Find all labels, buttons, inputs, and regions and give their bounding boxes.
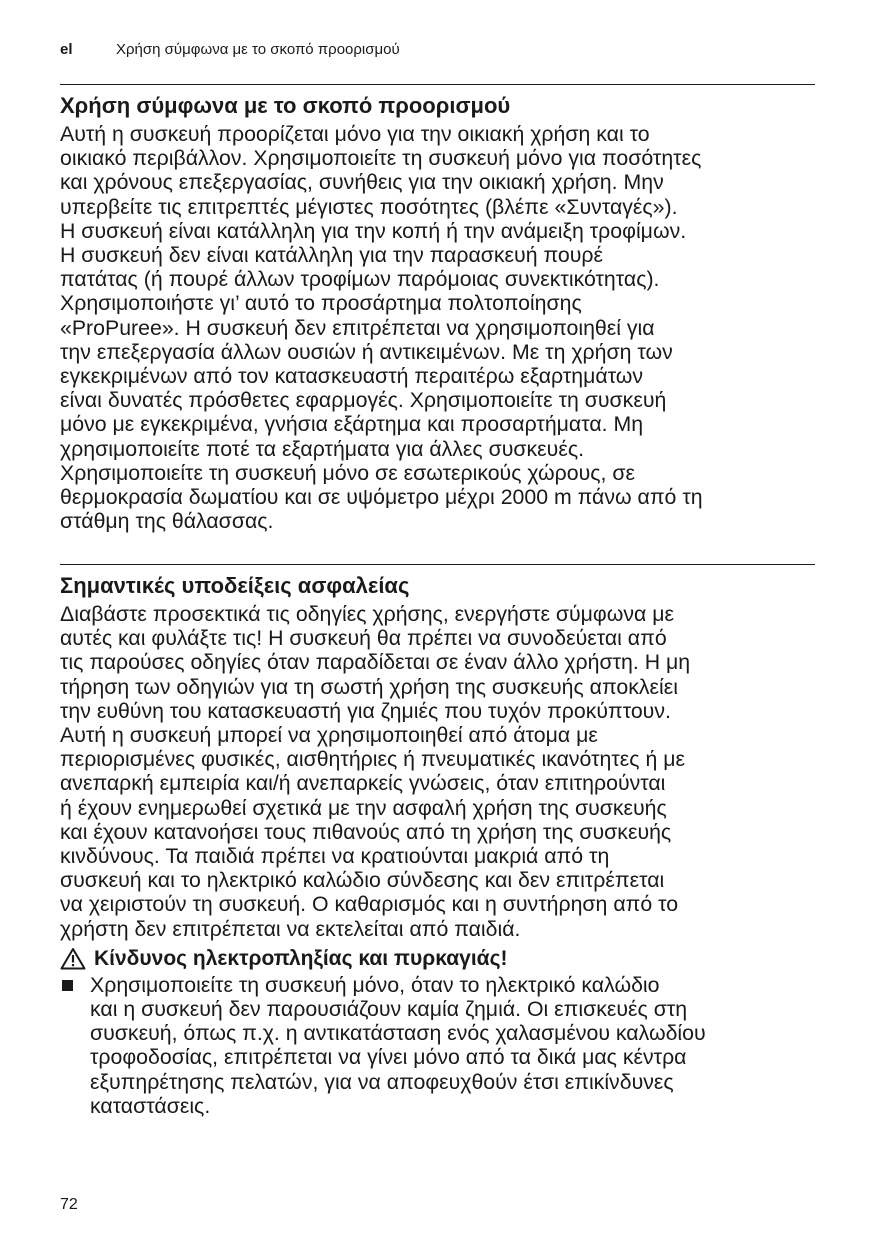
text-line: εξυπηρέτησης πελατών, για να αποφευχθούν έτσι επικίνδυνες (90, 1069, 674, 1094)
text-line: την ευθύνη του κατασκευαστή για ζημιές που τυχόν προκύπτουν. (60, 698, 671, 723)
text-line: είναι δυνατές πρόσθετες εφαρμογές. Χρησιμοποιείτε τη συσκευή (60, 388, 667, 413)
text-line: τροφοδοσίας, επιτρέπεται να γίνει μόνο από τα δικά μας κέντρα (90, 1045, 687, 1070)
text-line: οικιακό περιβάλλον. Χρησιμοποιείτε τη συσκευή μόνο για ποσότητες (60, 146, 702, 171)
section-intended-use (60, 92, 820, 533)
warning-heading (60, 947, 820, 971)
warning-triangle-icon (60, 947, 86, 970)
text-line: Η συσκευή δεν είναι κατάλληλη για την παρασκευή πουρέ (60, 243, 603, 268)
text-line: μόνο με εγκεκριμένα, γνήσια εξάρτημα και προσαρτήματα. Μη (60, 412, 644, 437)
text-line: Χρησιμοποιήστε γι’ αυτό το προσάρτημα πολτοποίησης (60, 291, 582, 316)
section-divider (60, 564, 815, 565)
text-line: καταστάσεις. (90, 1093, 211, 1118)
text-line: συσκευή και το ηλεκτρικό καλώδιο σύνδεσης και δεν επιτρέπεται (60, 868, 665, 893)
text-line: θερμοκρασία δωματίου και σε υψόμετρο μέχρι 2000 m πάνω από τη (60, 485, 703, 510)
warning-title: Κίνδυνος ηλεκτροπληξίας και πυρκαγιάς! (94, 946, 508, 970)
bullet-text (90, 973, 706, 1118)
text-line: αυτές και φυλάξτε τις! Η συσκευή θα πρέπει να συνοδεύεται από (60, 626, 667, 651)
text-line: Αυτή η συσκευή προορίζεται μόνο για την οικιακή χρήση και το (60, 122, 650, 146)
text-line: πατάτας (ή πουρέ άλλων τροφίμων παρόμοιας συνεκτικότητας). (60, 267, 660, 292)
text-line: χρήστη δεν επιτρέπεται να εκτελείται από παιδιά. (60, 916, 521, 941)
text-line: «ProPuree». Η συσκευή δεν επιτρέπεται να χρησιμοποιηθεί για (60, 315, 655, 340)
warning-bullet (60, 973, 820, 1118)
text-line: τήρηση των οδηγιών για τη σωστή χρήση της συσκευής αποκλείει (60, 674, 678, 699)
section-safety-notes (60, 572, 820, 1118)
section-body (60, 602, 820, 941)
section-heading: Σημαντικές υποδείξεις ασφαλείας (60, 573, 410, 598)
text-line: και χρόνους επεξεργασίας, συνήθεις για την οικιακή χρήση. Μην (60, 170, 664, 195)
text-line: να χειριστούν τη συσκευή. Ο καθαρισμός και η συντήρηση από το (60, 892, 679, 917)
running-header (60, 40, 400, 60)
text-line: κινδύνους. Τα παιδιά πρέπει να κρατιούνται μακριά από τη (60, 844, 610, 869)
text-line: και η συσκευή δεν παρουσιάζουν καμία ζημιά. Οι επισκευές στη (90, 997, 688, 1022)
text-line: ή έχουν ενημερωθεί σχετικά με την ασφαλή χρήση της συσκευής (60, 795, 667, 820)
text-line: στάθμη της θάλασσας. (60, 509, 274, 534)
section-heading: Χρήση σύμφωνα με το σκοπό προορισμού (60, 93, 511, 118)
text-line: χρησιμοποιείτε ποτέ τα εξαρτήματα για άλλες συσκευές. (60, 436, 584, 461)
text-line: ανεπαρκή εμπειρία και/ή ανεπαρκείς γνώσεις, όταν επιτηρούνται (60, 771, 666, 796)
bullet-square-icon (62, 980, 73, 991)
text-line: τις παρούσες οδηγίες όταν παραδίδεται σε έναν άλλο χρήστη. Η μη (60, 650, 691, 675)
language-code: el (60, 41, 73, 58)
text-line: Χρησιμοποιείτε τη συσκευή μόνο, όταν το ηλεκτρικό καλώδιο (90, 972, 660, 997)
text-line: την επεξεργασία άλλων ουσιών ή αντικειμένων. Με τη χρήση των (60, 339, 673, 364)
text-line: Διαβάστε προσεκτικά τις οδηγίες χρήσης, ενεργήστε σύμφωνα με (60, 602, 675, 626)
page-number: 72 (60, 1196, 78, 1213)
section-divider (60, 84, 815, 85)
text-line: υπερβείτε τις επιτρεπτές μέγιστες ποσότητες (βλέπε «Συνταγές»). (60, 194, 678, 219)
text-line: περιορισμένες φυσικές, αισθητήριες ή πνευματικές ικανότητες ή με (60, 747, 685, 772)
text-line: και έχουν κατανοήσει τους πιθανούς από τη χρήση της συσκευής (60, 819, 672, 844)
text-line: συσκευή, όπως π.χ. η αντικατάσταση ενός χαλασμένου καλωδίου (90, 1021, 706, 1046)
text-line: Η συσκευή είναι κατάλληλη για την κοπή ή την ανάμειξη τροφίμων. (60, 218, 687, 243)
header-title: Χρήση σύμφωνα με το σκοπό προορισμού (116, 41, 400, 58)
text-line: Χρησιμοποιείτε τη συσκευή μόνο σε εσωτερικούς χώρους, σε (60, 460, 635, 485)
text-line: Αυτή η συσκευή μπορεί να χρησιμοποιηθεί από άτομα με (60, 723, 598, 748)
text-line: εγκεκριμένων από τον κατασκευαστή περαιτέρω εξαρτημάτων (60, 364, 644, 389)
section-body (60, 122, 820, 533)
